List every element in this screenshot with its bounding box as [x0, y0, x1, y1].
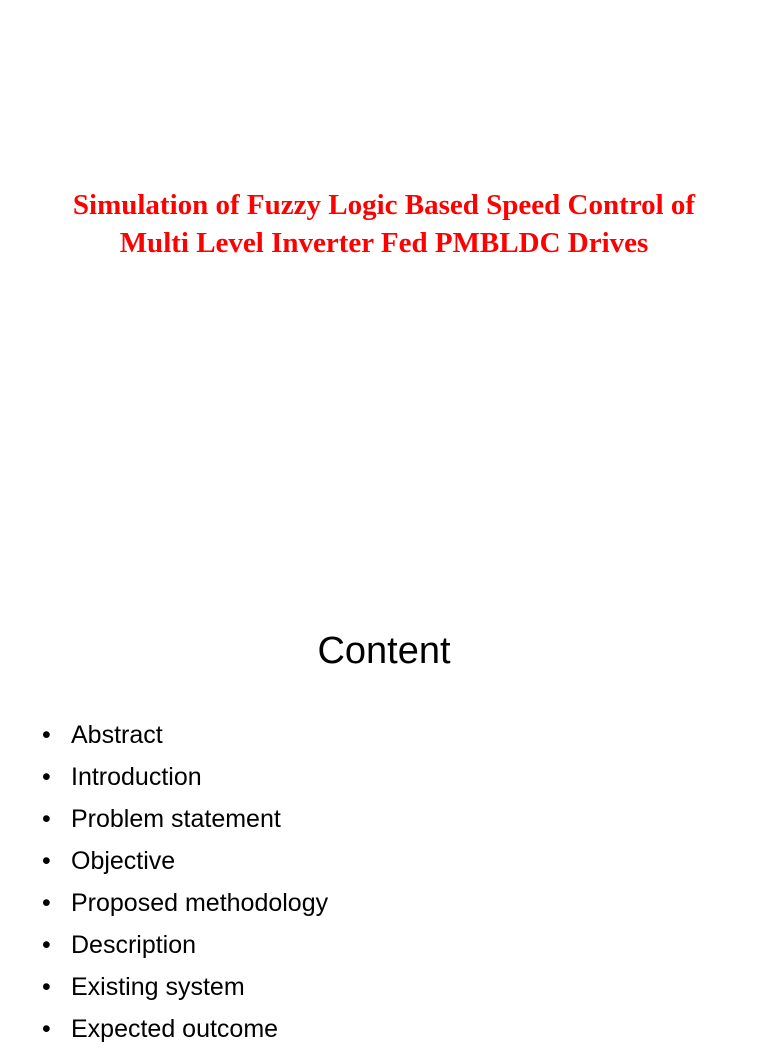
list-item: [42, 714, 328, 756]
bullet-icon: •: [42, 931, 51, 959]
list-item: [42, 924, 328, 966]
list-item-text: Existing system: [71, 973, 245, 1001]
list-item: [42, 1008, 328, 1050]
list-item: [42, 798, 328, 840]
list-item: [42, 966, 328, 1008]
bullet-icon: •: [42, 805, 51, 833]
list-item: [42, 840, 328, 882]
bullet-icon: •: [42, 721, 51, 749]
list-item-text: Description: [71, 931, 197, 959]
bullet-icon: •: [42, 847, 51, 875]
content-slide: [0, 576, 768, 1043]
slide-title: Simulation of Fuzzy Logic Based Speed Control of Multi Level Inverter Fed PMBLDC Drives: [72, 189, 696, 259]
list-item-text: Objective: [71, 847, 176, 875]
list-item: [42, 882, 328, 924]
list-item-text: Expected outcome: [71, 1015, 279, 1043]
content-list: [42, 714, 328, 1050]
bullet-icon: •: [42, 973, 51, 1001]
bullet-icon: •: [42, 1015, 51, 1043]
list-item: [42, 756, 328, 798]
bullet-icon: •: [42, 889, 51, 917]
list-item-text: Abstract: [71, 721, 163, 749]
content-heading: Content: [317, 630, 451, 672]
bullet-icon: •: [42, 763, 51, 791]
list-item-text: Problem statement: [71, 805, 281, 833]
list-item-text: Proposed methodology: [71, 889, 329, 917]
list-item-text: Introduction: [71, 763, 202, 791]
